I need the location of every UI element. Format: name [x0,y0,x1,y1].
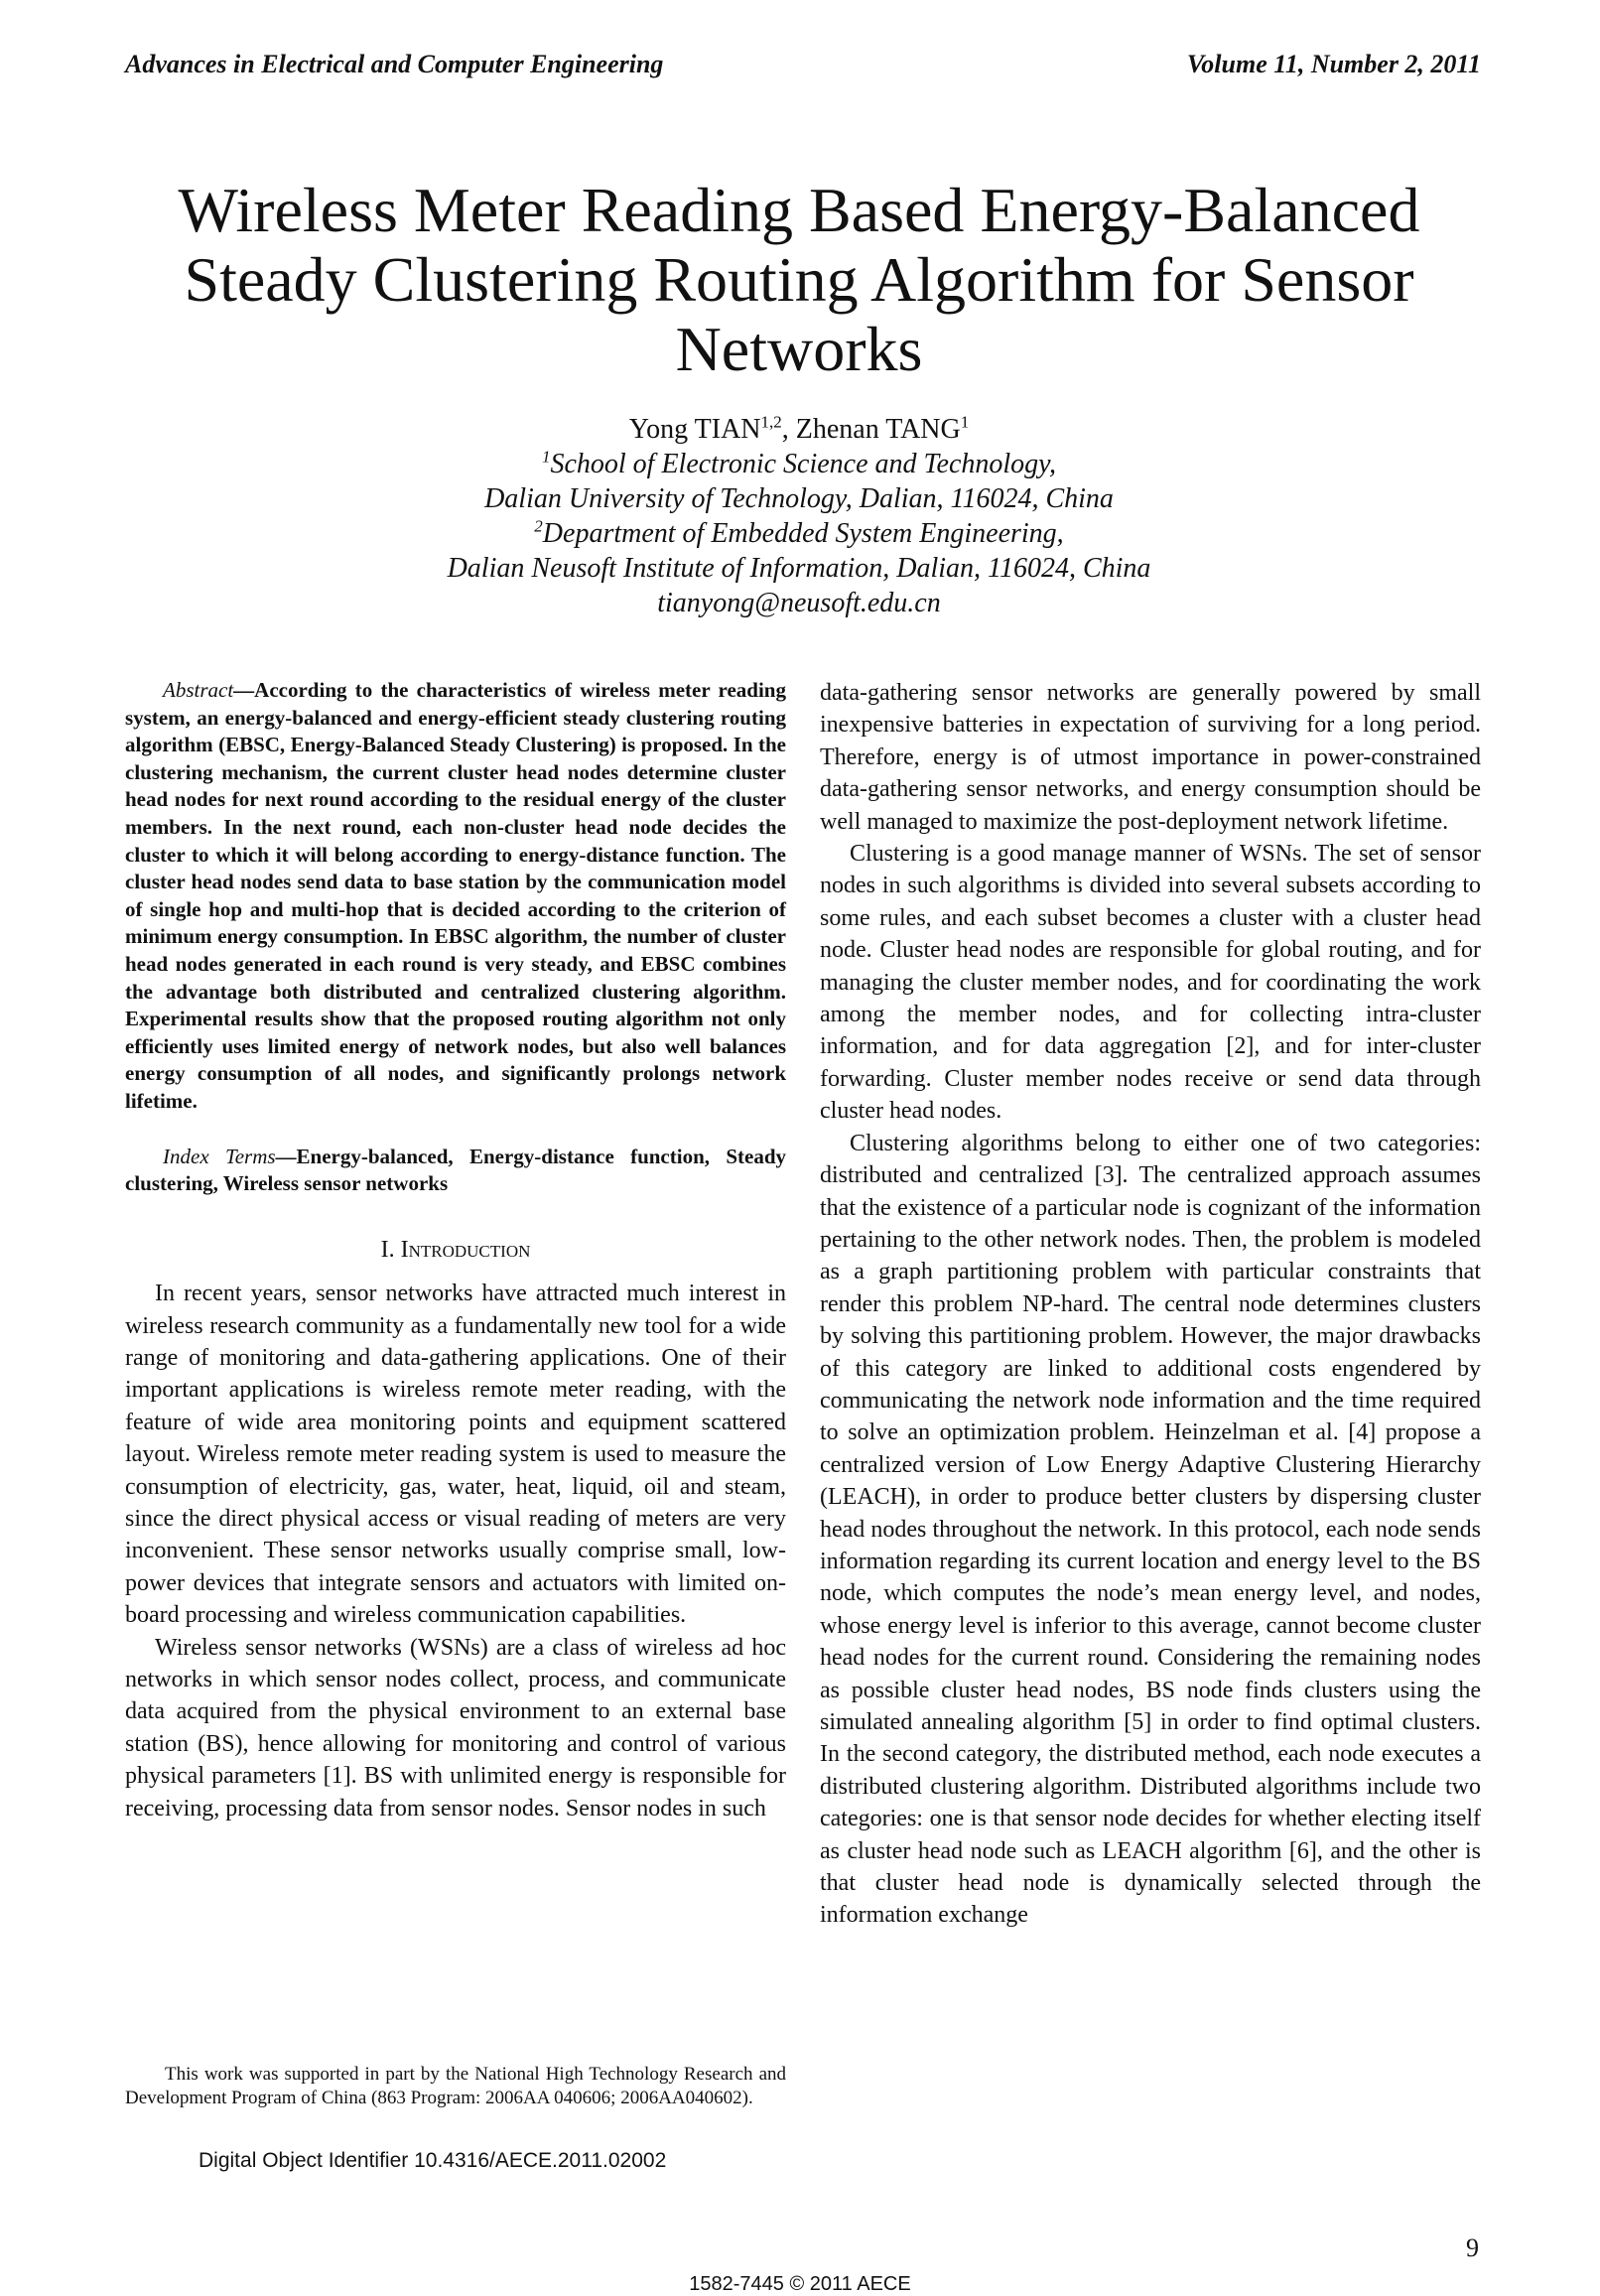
affiliation-2-line-1: $^2$Department of Embedded System Engineering, [534,516,1064,549]
funding-footnote: This work was supported in part by the National High Technology Research and Development Program of China (863 Program: 2006AA 040606; 2006AA040602). [125,2064,786,2108]
doi: Digital Object Identifier 10.4316/AECE.2011.02002 [199,2149,667,2172]
affiliation-2-line-2: Dalian Neusoft Institute of Information, Dalian, 116024, China [447,553,1151,584]
journal-name: Advances in Electrical and Computer Engineering [125,50,664,78]
paragraph: In recent years, sensor networks have attracted much interest in wireless research community as a fundamentally new tool for a wide range of monitoring and data-gathering applications. One of their important applications is wireless remote meter reading, with the feature of wide area monitoring points and equipment scattered layout. Wireless remote meter reading system is used to measure the consumption of electricity, gas, water, heat, liquid, oil and steam, since the direct physical access or visual reading of meters are very inconvenient. These sensor networks usually comprise small, low-power devices that integrate sensors and actuators with limited on-board processing and wireless communication capabilities. [125,1281,786,1629]
volume-info: Volume 11, Number 2, 2011 [1186,50,1481,78]
author-names [298,412,1300,447]
left-column [125,677,786,1824]
author-2-affiliation-mark: 1 [960,412,970,432]
author-1-affiliation-mark: 1,2 [760,412,782,432]
copyright: 1582-7445 © 2011 AECE [689,2273,911,2295]
section-heading-introduction: I. Introduction [380,1236,531,1263]
paragraph: Clustering algorithms belong to either one of two categories: distributed and centralized [3]. The centralized approach assumes that the existence of a particular node is cognizant of the information pertaining to the other network nodes. Then, the problem is modeled as a graph partitioning problem with particular constraints that render this problem NP-hard. The central node determines clusters by solving this partitioning problem. However, the major drawbacks of this category are linked to additional costs engendered by communicating the network node information and the time required to solve an optimization problem. Heinzelman et al. [4] propose a centralized version of Low Energy Adaptive Clustering Hierarchy (LEACH), in order to produce better clusters by dispersing cluster head nodes throughout the network. In this protocol, each node sends information regarding its current location and energy level to the BS node, which computes the node’s mean energy level, and nodes, whose energy level is inferior to this average, cannot become cluster head nodes for the current round. Considering the remaining nodes as possible cluster head nodes, BS node finds clusters using the simulated annealing algorithm [5] in order to find optimal clusters. In the second category, the distributed method, each node executes a distributed clustering algorithm. Distributed algorithms include two categories: one is that sensor node decides for whether electing itself as cluster head node such as LEACH algorithm [6], and the other is that cluster head node is dynamically selected through the information exchange [820,1130,1481,1929]
affiliation-1-line-2: Dalian University of Technology, Dalian, 116024, China [484,483,1114,514]
author-1-name: Yong TIAN [628,414,761,445]
paper-title: Wireless Meter Reading Based Energy-Balanced Steady Clustering Routing Algorithm for Sensor Networks [178,174,1420,384]
author-separator: , [781,414,796,445]
paragraph: Wireless sensor networks (WSNs) are a class of wireless ad hoc networks in which sensor nodes collect, process, and communicate data acquired from the physical environment to an external base station (BS), hence allowing for monitoring and control of various physical parameters [1]. BS with unlimited energy is responsible for receiving, processing data from sensor nodes. Sensor nodes in such [125,1634,786,1822]
index-terms-label: Index Terms [163,1144,276,1168]
page-number: 9 [1466,2233,1479,2262]
abstract [125,677,786,1116]
affiliation-1-line-1: $^1$School of Electronic Science and Technology, [541,447,1057,479]
author-block [298,412,1300,620]
abstract-text: —According to the characteristics of wireless meter reading system, an energy-balanced and energy-efficient steady clustering routing algorithm (EBSC, Energy-Balanced Steady Clustering) is proposed. In the clustering mechanism, the current cluster head nodes determine cluster head nodes for next round according to the residual energy of the cluster members. In the next round, each non-cluster head node decides the cluster to which it will belong according to energy-distance function. The cluster head nodes send data to base station by the communication model of single hop and multi-hop that is decided according to the criterion of minimum energy consumption. In EBSC algorithm, the number of cluster head nodes generated in each round is very steady, and EBSC combines the advantage both distributed and centralized clustering algorithm. Experimental results show that the proposed routing algorithm not only efficiently uses limited energy of network nodes, but also well balances energy consumption of all nodes, and significantly prolongs network lifetime. [125,678,786,1113]
abstract-label: Abstract [163,678,234,702]
index-terms [125,1144,786,1198]
author-2-name: Zhenan TANG [795,414,961,445]
affiliation-2-mark: 2 [534,516,543,536]
paragraph: data-gathering sensor networks are generally powered by small inexpensive batteries in expectation of surviving for a long period. Therefore, energy is of utmost importance in power-constrained data-gathering sensor networks, and energy consumption should be well managed to maximize the post-deployment network lifetime. [820,680,1481,835]
author-email: tianyong@neusoft.edu.cn [657,588,941,618]
index-terms-text: —Energy-balanced, Energy-distance function, Steady clustering, Wireless sensor networks [125,1144,787,1196]
right-column [820,677,1481,1932]
affiliation-1-mark: 1 [541,447,551,467]
paragraph: Clustering is a good manage manner of WSNs. The set of sensor nodes in such algorithms is divided into several subsets according to some rules, and each subset becomes a cluster with a cluster head node. Cluster head nodes are responsible for global routing, and for managing the cluster member nodes, and for coordinating the work among the member nodes, and for collecting intra-cluster information, and for data aggregation [2], and for inter-cluster forwarding. Cluster member nodes receive or send data through cluster head nodes. [820,841,1481,1125]
